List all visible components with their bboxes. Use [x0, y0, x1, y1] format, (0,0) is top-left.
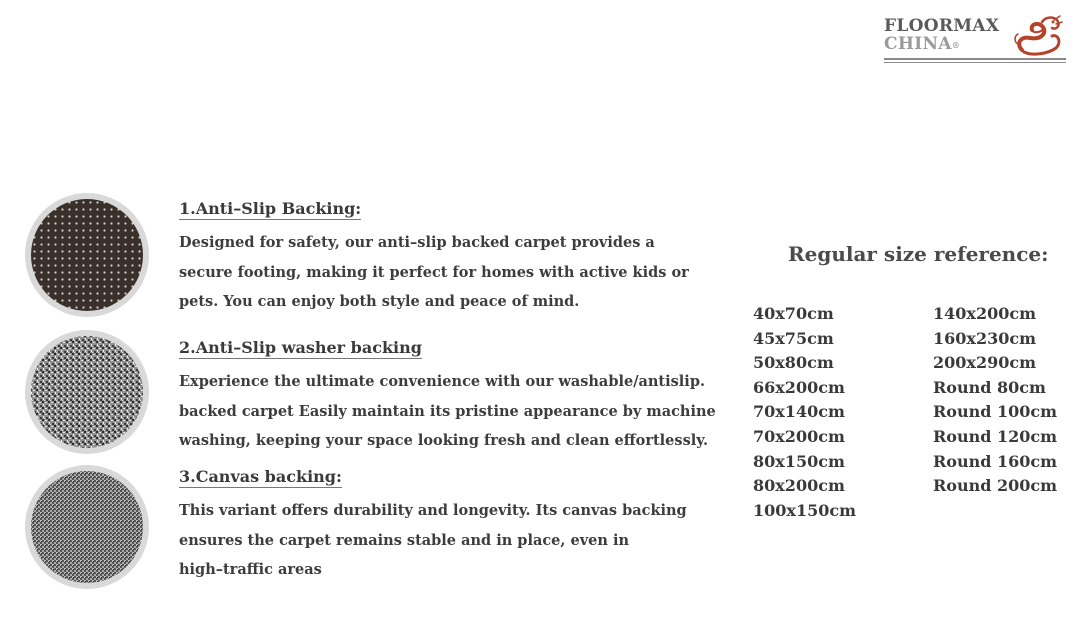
- size-list-left: [753, 302, 856, 523]
- logo-china-text: CHINA: [884, 34, 952, 54]
- body-line: washing, keeping your space looking fresh and clean effortlessly.: [179, 432, 709, 449]
- size-item: 160x230cm: [933, 328, 1037, 348]
- section-body: [179, 496, 724, 585]
- section-title: 3.Canvas backing:: [179, 467, 342, 486]
- size-item: 70x200cm: [753, 426, 845, 446]
- size-item: 70x140cm: [753, 402, 845, 422]
- body-line: secure footing, making it perfect for homes with active kids or: [179, 263, 689, 281]
- logo-rule-thin: [884, 62, 1066, 63]
- size-item: 140x200cm: [933, 304, 1037, 323]
- body-line: ensures the carpet remains stable and in place, even in: [179, 531, 630, 549]
- body-line: pets. You can enjoy both style and peace of mind.: [179, 293, 580, 310]
- size-item: Round 160cm: [933, 451, 1058, 471]
- section-title: 1.Anti–Slip Backing:: [179, 199, 362, 218]
- logo-wordmark-china: [884, 34, 960, 54]
- size-item: 80x200cm: [753, 476, 845, 496]
- body-line: Experience the ultimate convenience with our washable/antislip.: [179, 373, 706, 390]
- size-reference-title: Regular size reference:: [788, 242, 1049, 266]
- size-item: 45x75cm: [753, 328, 834, 348]
- section-anti-slip-backing: [179, 199, 724, 317]
- section-title: 2.Anti–Slip washer backing: [179, 338, 422, 357]
- body-line: Designed for safety, our anti–slip backed carpet provides a: [179, 234, 655, 251]
- size-item: Round 120cm: [933, 426, 1058, 446]
- size-item: 40x70cm: [753, 304, 834, 323]
- size-item: 50x80cm: [753, 353, 834, 373]
- body-line: high–traffic areas: [179, 561, 322, 578]
- size-list-right: [933, 302, 1057, 499]
- dragon-icon: [1012, 14, 1064, 58]
- size-item: 80x150cm: [753, 451, 845, 471]
- brand-logo: [884, 14, 1066, 64]
- canvas-backing-swatch: [24, 464, 150, 590]
- body-line: This variant offers durability and longevity. Its canvas backing: [179, 502, 687, 519]
- logo-wordmark-floormax: FLOORMAX: [884, 16, 1000, 36]
- section-body: [179, 367, 724, 456]
- size-item: Round 100cm: [933, 402, 1058, 422]
- washer-backing-swatch: [24, 329, 150, 455]
- size-item: Round 200cm: [933, 476, 1058, 496]
- body-line: backed carpet Easily maintain its pristine appearance by machine: [179, 402, 716, 420]
- size-item: 200x290cm: [933, 353, 1037, 373]
- logo-registered-mark: ®: [951, 40, 961, 50]
- size-item: 100x150cm: [753, 500, 857, 520]
- size-item: 66x200cm: [753, 377, 845, 397]
- section-washer-backing: [179, 338, 724, 456]
- size-item: Round 80cm: [933, 377, 1046, 397]
- section-canvas-backing: [179, 467, 724, 585]
- section-body: [179, 228, 724, 317]
- anti-slip-dot-backing-swatch: [24, 192, 150, 318]
- logo-rule-thick: [884, 58, 1066, 60]
